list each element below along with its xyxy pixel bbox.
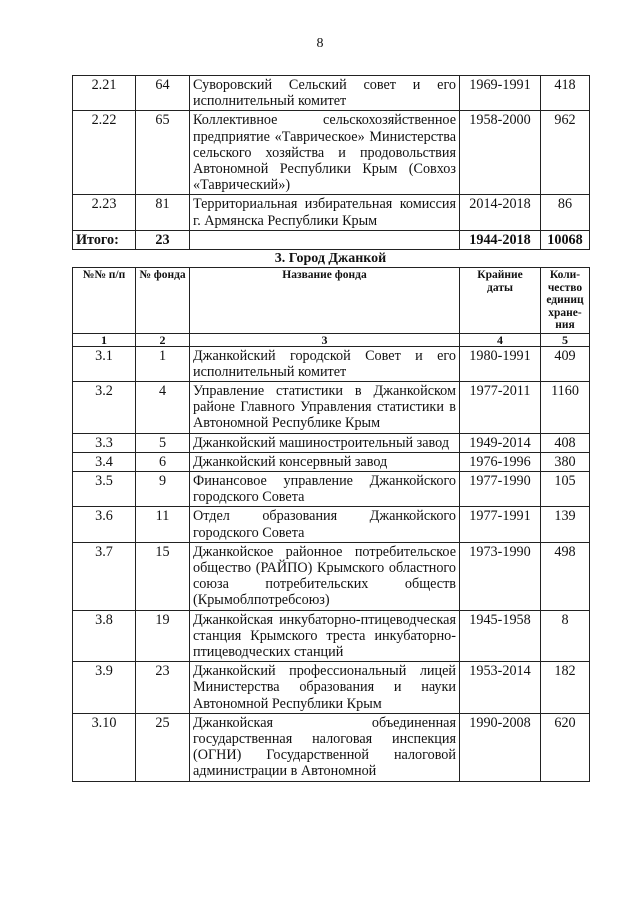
table-row — [73, 713, 590, 781]
table-row — [73, 542, 590, 610]
header-dates: Крайние даты — [460, 268, 541, 334]
row-number: 2.22 — [73, 111, 136, 195]
fond-name: Джанкойский машиностроительный завод — [190, 433, 460, 452]
fond-name: Джанкойский городской Совет и его исполнительный комитет — [190, 346, 460, 381]
fond-number: 64 — [136, 76, 190, 111]
storage-units: 139 — [541, 507, 590, 542]
header-units: Коли-чество единиц хране-ния — [541, 268, 590, 334]
main-table-body — [73, 346, 590, 781]
row-number: 3.2 — [73, 381, 136, 433]
date-range: 1958-2000 — [460, 111, 541, 195]
fond-name: Джанкойская инкубаторно-птицеводческая станция Крымского треста инкубаторно-птицеводческих станций — [190, 610, 460, 662]
table-row — [73, 662, 590, 714]
fond-number: 23 — [136, 662, 190, 714]
header-fond: № фонда — [136, 268, 190, 334]
row-number: 3.8 — [73, 610, 136, 662]
storage-units: 105 — [541, 471, 590, 506]
fond-name: Джанкойский профессиональный лицей Министерства образования и науки Автономной Республики Крым — [190, 662, 460, 714]
table-row — [73, 195, 590, 230]
storage-units: 962 — [541, 111, 590, 195]
table-row — [73, 381, 590, 433]
date-range: 1945-1958 — [460, 610, 541, 662]
storage-units: 1160 — [541, 381, 590, 433]
row-number: 3.9 — [73, 662, 136, 714]
table-row — [73, 346, 590, 381]
storage-units: 620 — [541, 713, 590, 781]
top-table-body — [73, 76, 590, 250]
row-number: 2.23 — [73, 195, 136, 230]
storage-units: 86 — [541, 195, 590, 230]
table-row — [73, 452, 590, 471]
date-range: 1990-2008 — [460, 713, 541, 781]
column-number: 4 — [460, 333, 541, 346]
fond-number: 15 — [136, 542, 190, 610]
top-table — [72, 75, 590, 250]
storage-units: 182 — [541, 662, 590, 714]
storage-units: 498 — [541, 542, 590, 610]
total-row — [73, 230, 590, 249]
total-dates: 1944-2018 — [460, 230, 541, 249]
table-row — [73, 76, 590, 111]
fond-number: 81 — [136, 195, 190, 230]
row-number: 3.7 — [73, 542, 136, 610]
fond-number: 11 — [136, 507, 190, 542]
date-range: 1953-2014 — [460, 662, 541, 714]
header-row — [73, 268, 590, 334]
fond-name: Территориальная избирательная комиссия г. Армянска Республики Крым — [190, 195, 460, 230]
header-num: №№ п/п — [73, 268, 136, 334]
total-name-cell — [190, 230, 460, 249]
total-units: 10068 — [541, 230, 590, 249]
fond-number: 6 — [136, 452, 190, 471]
table-row — [73, 471, 590, 506]
row-number: 2.21 — [73, 76, 136, 111]
fond-number: 1 — [136, 346, 190, 381]
total-label: Итого: — [73, 230, 136, 249]
row-number: 3.3 — [73, 433, 136, 452]
storage-units: 408 — [541, 433, 590, 452]
date-range: 1973-1990 — [460, 542, 541, 610]
total-count: 23 — [136, 230, 190, 249]
fond-name: Суворовский Сельский совет и его исполнительный комитет — [190, 76, 460, 111]
fond-number: 9 — [136, 471, 190, 506]
date-range: 1977-2011 — [460, 381, 541, 433]
header-name: Название фонда — [190, 268, 460, 334]
date-range: 1980-1991 — [460, 346, 541, 381]
section-title: 3. Город Джанкой — [274, 251, 387, 266]
row-number: 3.6 — [73, 507, 136, 542]
column-number: 2 — [136, 333, 190, 346]
storage-units: 409 — [541, 346, 590, 381]
fond-number: 65 — [136, 111, 190, 195]
main-table — [72, 267, 590, 782]
date-range: 2014-2018 — [460, 195, 541, 230]
column-number-row — [73, 333, 590, 346]
row-number: 3.1 — [73, 346, 136, 381]
fond-name: Джанкойское районное потребительское общество (РАЙПО) Крымского областного союза потребительских обществ (Крымоблпотребсоюз) — [190, 542, 460, 610]
fond-number: 19 — [136, 610, 190, 662]
date-range: 1949-2014 — [460, 433, 541, 452]
row-number: 3.5 — [73, 471, 136, 506]
row-number: 3.10 — [73, 713, 136, 781]
fond-name: Коллективное сельскохозяйственное предприятие «Таврическое» Министерства сельского хозяйства и продовольствия Автономной Республики Крым (Совхоз «Таврический») — [190, 111, 460, 195]
fond-number: 25 — [136, 713, 190, 781]
column-number: 1 — [73, 333, 136, 346]
table-row — [73, 507, 590, 542]
date-range: 1976-1996 — [460, 452, 541, 471]
fond-name: Отдел образования Джанкойского городского Совета — [190, 507, 460, 542]
fond-name: Управление статистики в Джанкойском районе Главного Управления статистики в Автономной Республике Крым — [190, 381, 460, 433]
table-row — [73, 111, 590, 195]
row-number: 3.4 — [73, 452, 136, 471]
fond-name: Джанкойская объединенная государственная налоговая инспекция (ОГНИ) Государственной налоговой администрации в Автономной — [190, 713, 460, 781]
fond-number: 4 — [136, 381, 190, 433]
date-range: 1977-1991 — [460, 507, 541, 542]
fond-name: Финансовое управление Джанкойского городского Совета — [190, 471, 460, 506]
date-range: 1977-1990 — [460, 471, 541, 506]
page-number: 8 — [316, 36, 324, 51]
fond-name: Джанкойский консервный завод — [190, 452, 460, 471]
table-row — [73, 433, 590, 452]
table-row — [73, 610, 590, 662]
storage-units: 418 — [541, 76, 590, 111]
date-range: 1969-1991 — [460, 76, 541, 111]
column-number: 3 — [190, 333, 460, 346]
fond-number: 5 — [136, 433, 190, 452]
column-number: 5 — [541, 333, 590, 346]
storage-units: 8 — [541, 610, 590, 662]
storage-units: 380 — [541, 452, 590, 471]
